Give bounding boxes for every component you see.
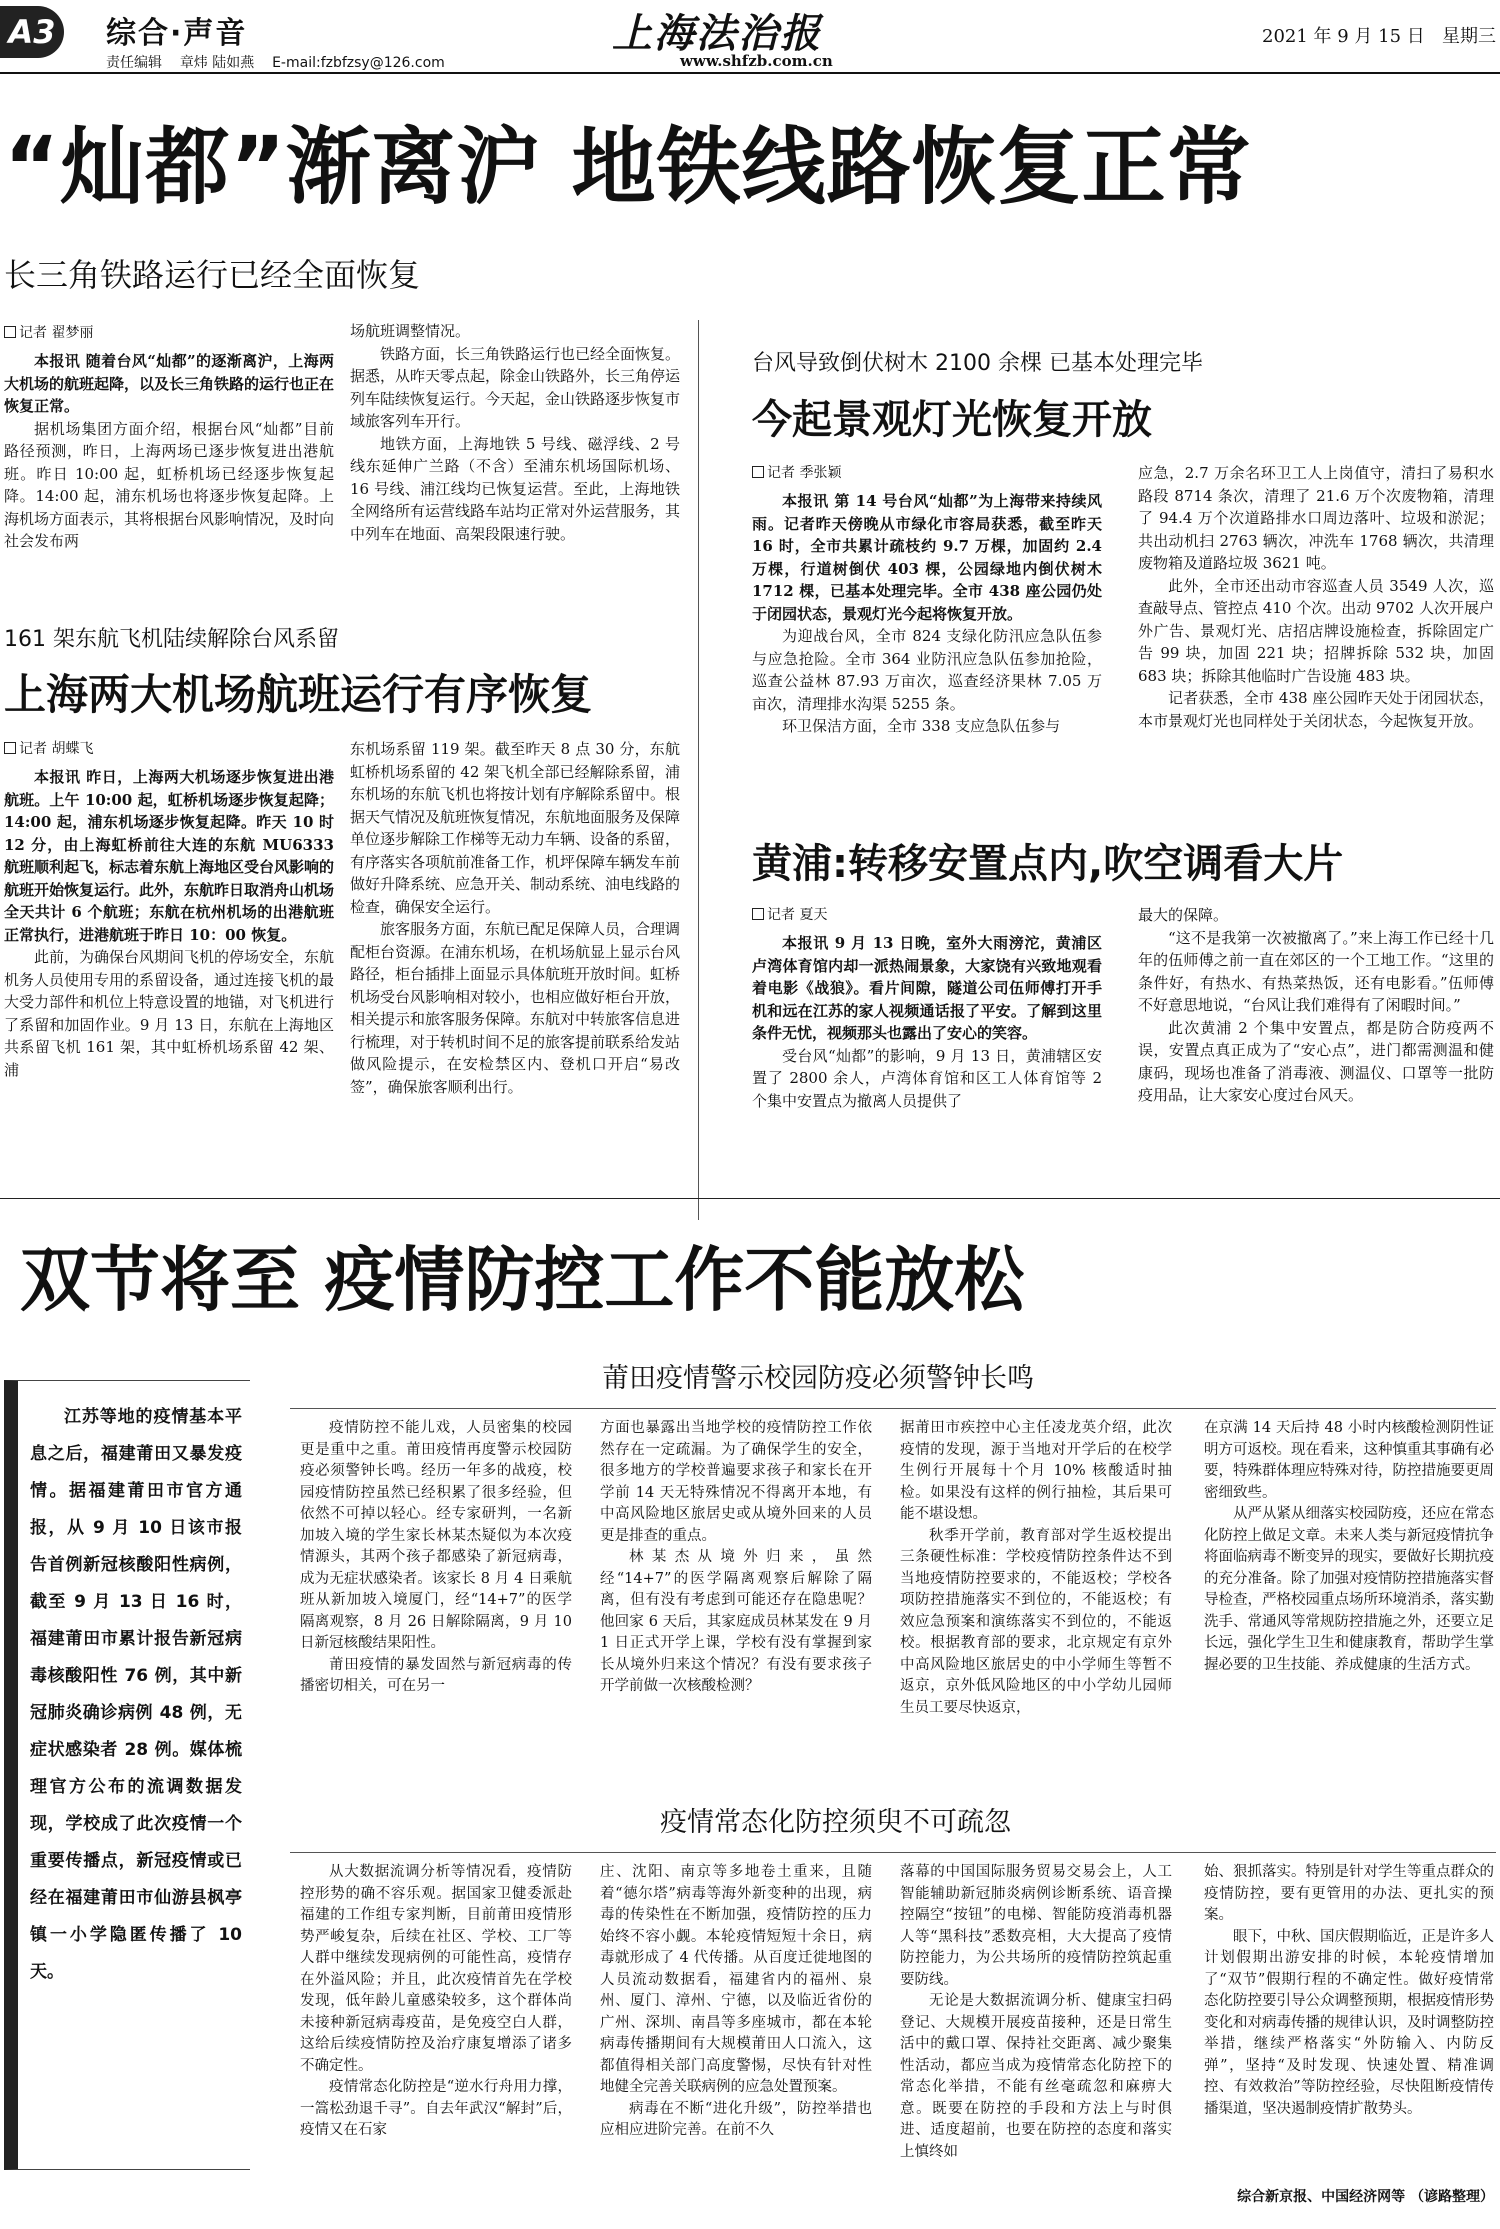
- byline-text: 记者 夏天: [767, 907, 828, 923]
- comment1-title: 莆田疫情警示校园防疫必须警钟长鸣: [602, 1363, 1034, 1394]
- paragraph: 最大的保障。: [1138, 906, 1229, 924]
- story1-column-2: [350, 320, 680, 545]
- paragraph: 庄、沈阳、南京等多地卷土重来，且随着“德尔塔”病毒等海外新变种的出现，病毒的传染性在不断加强，疫情防控的压力始终不容小觑。本轮疫情短短十余日，病毒就形成了 4 代传播。从百度迁徙地图的人员流动数据看，福建省内的福州、泉州、厦门、漳州、宁德，以及临近省份的广州、深圳、南昌等多座城市，都在本轮病毒传播期间有大规模莆田人口流入，这都值得相关部门高度警惕，尽快有针对性地健全完善关联病例的应急处置预案。: [600, 1864, 872, 2095]
- website-link[interactable]: www.shfzb.com.cn: [680, 52, 833, 70]
- section-divider: [0, 1198, 1500, 1199]
- byline-box-icon: [752, 908, 764, 920]
- story4-column-2: [1138, 904, 1494, 1107]
- column-rule: [698, 320, 699, 1220]
- byline-text: 记者 胡蝶飞: [19, 741, 94, 757]
- editors-line: [106, 52, 445, 72]
- section-title: 综合·声音: [106, 16, 248, 51]
- byline-box-icon: [4, 326, 16, 338]
- paragraph: 林某杰从境外归来，虽然经“14+7”的医学隔离观察后解除了隔离，但有没有考虑到可能还存在隐患呢？他回家 6 天后，其家庭成员林某发在 9 月 1 日正式开学上课，学校有没有掌握到家长从境外归来这个情况？有没有要求孩子开学前做一次核酸检测？: [600, 1549, 872, 1694]
- comment2-rule: [290, 1852, 1496, 1853]
- story5-headline: 双节将至 疫情防控工作不能放松: [20, 1239, 1025, 1321]
- paragraph: 疫情常态化防控是“逆水行舟用力撑，一篙松劲退千寻”。自去年武汉“解封”后，疫情又在石家: [300, 2079, 572, 2138]
- story3-byline: [752, 462, 841, 482]
- byline-text: 记者 季张颖: [767, 465, 842, 481]
- story2-column-2: [350, 738, 680, 1098]
- paragraph: “这不是我第一次被撤离了。”来上海工作已经十几年的伍师傅之前一直在郊区的一个工地工作。“这里的条件好，有热水、有热菜热饭，还有电影看。”伍师傅不好意思地说，“台风让我们难得有了闲暇时间。”: [1138, 928, 1494, 1014]
- comment1-column-3: [900, 1418, 1172, 1719]
- paragraph: 落幕的中国国际服务贸易交易会上，人工智能辅助新冠肺炎病例诊断系统、语音操控隔空“按钮”的电梯、智能防疫消毒机器人等“黑科技”悉数亮相，大大提高了疫情防控能力，为公共场所的疫情防控筑起重要防线。: [900, 1864, 1172, 1988]
- weekday-text: 星期三: [1441, 26, 1496, 47]
- story1-headline: “灿都”渐离沪 地铁线路恢复正常: [4, 118, 1252, 216]
- paragraph: 环卫保洁方面，全市 338 支应急队伍参与: [782, 717, 1061, 735]
- story3-column-1: [752, 490, 1102, 738]
- paragraph: 铁路方面，长三角铁路运行也已经全面恢复。据悉，从昨天零点起，除金山铁路外，长三角停运列车陆续恢复运行。今天起，金山铁路逐步恢复市域旅客列车开行。: [350, 344, 681, 430]
- comment1-column-1: [300, 1418, 572, 1698]
- story2-kicker: 161 架东航飞机陆续解除台风系留: [4, 627, 339, 652]
- paragraph: 在京满 14 天后持 48 小时内核酸检测阴性证明方可返校。现在看来，这种慎重其事确有必要，特殊群体理应特殊对待，防控措施要更周密细致些。: [1204, 1420, 1494, 1501]
- comment1-column-2: [600, 1418, 872, 1698]
- editors-names: 章炜 陆如燕: [179, 55, 255, 71]
- story1-subhead: 长三角铁路运行已经全面恢复: [4, 256, 421, 294]
- paragraph: 本报讯 昨日，上海两大机场逐步恢复进出港航班。上午 10:00 起，虹桥机场逐步恢复起降；14:00 起，浦东机场逐步恢复起降。昨天 10 时 12 分，由上海虹桥前往大连的东航 MU6333 航班顺利起飞，标志着东航上海地区受台风影响的航班开始恢复运行。此外，东航昨日取消舟山机场全天共计 6 个航班；东航在杭州机场的出港航班正常执行，进港航班于昨日 10：00 恢复。: [4, 768, 335, 944]
- paragraph: 为迎战台风，全市 824 支绿化防汛应急队伍参与应急抢险。全市 364 业防汛应急队伍参加抢险，巡查公益林 87.93 万亩次，巡查经济果林 7.05 万亩次，清理排水沟渠 5255 条。: [752, 627, 1102, 713]
- sidebar-text: 江苏等地的疫情基本平息之后，福建莆田又暴发疫情。据福建莆田市官方通报，从 9 月 10 日该市报告首例新冠核酸阳性病例，截至 9 月 13 日 16 时，福建莆田市累计报告新冠病毒核酸阳性 76 例，其中新冠肺炎确诊病例 48 例，无症状感染者 28 例。媒体梳理官方公布的流调数据发现，学校成了此次疫情一个重要传播点，新冠疫情或已经在福建莆田市仙游县枫亭镇一小学隐匿传播了 10 天。: [30, 1407, 242, 1982]
- story1-column-1: [4, 350, 334, 553]
- byline-box-icon: [752, 466, 764, 478]
- issue-date: [1262, 22, 1496, 48]
- paragraph: 本报讯 第 14 号台风“灿都”为上海带来持续风雨。记者昨天傍晚从市绿化市容局获悉，截至昨天 16 时，全市共累计疏枝约 9.7 万棵，加固约 2.4 万棵，行道树倒伏 403 棵，公园绿地内倒伏树木 1712 棵，已基本处理完毕。全市 438 座公园仍处于闭园状态，景观灯光今起将恢复开放。: [752, 492, 1102, 623]
- paragraph: 方面也暴露出当地学校的疫情防控工作依然存在一定疏漏。为了确保学生的安全，很多地方的学校普遍要求孩子和家长在开学前 14 天无特殊情况不得离开本地，有中高风险地区旅居史或从境外回来的人员更是排查的重点。: [600, 1420, 872, 1544]
- story3-kicker: 台风导致倒伏树木 2100 余棵 已基本处理完毕: [752, 351, 1203, 376]
- paragraph: 据莆田市疾控中心主任凌龙英介绍，此次疫情的发现，源于当地对开学后的在校学生例行开展每十个月 10% 核酸适时抽检。如果没有这样的例行抽检，其后果可能不堪设想。: [900, 1420, 1172, 1522]
- paragraph: 地铁方面，上海地铁 5 号线、磁浮线、2 号线东延伸广兰路（不含）至浦东机场国际机场、16 号线、浦江线均已恢复运营。至此，上海地铁全网络所有运营线路车站均正常对外运营服务，其中列车在地面、高架段限速行驶。: [350, 434, 681, 543]
- editor-email: E-mail:fzbfzsy@126.com: [272, 55, 445, 71]
- paragraph: 从严从紧从细落实校园防疫，还应在常态化防控上做足文章。未来人类与新冠疫情抗争将面临病毒不断变异的现实，要做好长期抗疫的充分准备。除了加强对疫情防控措施落实督导检查，严格校园重点场所环境消杀，落实勤洗手、常通风等常规防控措施之外，还要立足长远，强化学生卫生和健康教育，帮助学生掌握必要的卫生技能、养成健康的生活方式。: [1204, 1506, 1494, 1673]
- page-number-badge: A3: [0, 6, 64, 58]
- story4-headline: 黄浦:转移安置点内,吹空调看大片: [752, 841, 1344, 887]
- paragraph: 此次黄浦 2 个集中安置点，都是防合防疫两不误，安置点真正成为了“安心点”，进门都需测温和健康码，现场也准备了消毒液、测温仪、口罩等一批防疫用品，让大家安心度过台风天。: [1138, 1018, 1494, 1104]
- paragraph: 据机场集团方面介绍，根据台风“灿都”目前路径预测，昨日，上海两场已逐步恢复进出港航班。昨日 10:00 起，虹桥机场已经逐步恢复起降。14:00 起，浦东机场也将逐步恢复起降。上海机场方面表示，其将根据台风影响情况，及时向社会发布两: [4, 419, 335, 550]
- paragraph: 记者获悉，全市 438 座公园昨天处于闭园状态，本市景观灯光也同样处于关闭状态，今起恢复开放。: [1138, 689, 1494, 730]
- paragraph: 始、狠抓落实。特别是针对学生等重点群众的疫情防控，要有更管用的办法、更扎实的预案。: [1204, 1864, 1494, 1923]
- author-text: （谚路整理）: [1410, 2189, 1494, 2205]
- comment2-column-3: [900, 1862, 1172, 2163]
- paragraph: 东机场系留 119 架。截至昨天 8 点 30 分，东航虹桥机场系留的 42 架飞机全部已经解除系留，浦东机场的东航飞机也将按计划有序解除系留中。根据天气情况及航班恢复情况，东航地面服务及保障单位逐步解除工作梯等无动力车辆、设备的系留，有序落实各项航前准备工作，机坪保障车辆发车前做好升降系统、应急开关、制动系统、油电线路的检查，确保安全运行。: [350, 740, 681, 916]
- paragraph: 此外，全市还出动市容巡查人员 3549 人次，巡查敲导点、管控点 410 个次。出动 9702 人次开展户外广告、景观灯光、店招店牌设施检查，拆除固定广告 99 块，加固 221 块；招牌拆除 532 块，加固 683 块；拆除其他临时广告设施 483 块。: [1138, 576, 1494, 685]
- paragraph: 疫情防控不能儿戏，人员密集的校园更是重中之重。莆田疫情再度警示校园防疫必须警钟长鸣。经历一年多的战疫，校园疫情防控虽然已经积累了很多经验，但依然不可掉以轻心。经专家研判，一名新加坡入境的学生家长林某杰疑似为本次疫情源头，其两个孩子都感染了新冠病毒，成为无症状感染者。该家长 8 月 4 日乘航班从新加坡入境厦门，经“14+7”的医学隔离观察，8 月 26 日解除隔离，9 月 10 日新冠核酸结果阳性。: [300, 1420, 572, 1651]
- story3-headline: 今起景观灯光恢复开放: [752, 397, 1152, 443]
- masthead: [0, 0, 1500, 72]
- comment2-title: 疫情常态化防控须臾不可疏忽: [660, 1807, 1011, 1838]
- paragraph: 从大数据流调分析等情况看，疫情防控形势的确不容乐观。据国家卫健委派赴福建的工作组专家判断，目前莆田疫情形势严峻复杂，后续在社区、学校、工厂等人群中继续发现病例的可能性高，疫情存在外溢风险；并且，此次疫情首先在学校发现，低年龄儿童感染较多，这个群体尚未接种新冠病毒疫苗，是免疫空白人群，这给后续疫情防控及治疗康复增添了诸多不确定性。: [300, 1864, 572, 2074]
- story3-column-2: [1138, 462, 1494, 732]
- paragraph: 此前，为确保台风期间飞机的停场安全，东航机务人员使用专用的系留设备，通过连接飞机的最大受力部件和机位上特意设置的地锚，对飞机进行了系留和加固作业。9 月 13 日，东航在上海地区共系留飞机 161 架，其中虹桥机场系留 42 架、浦: [4, 948, 335, 1079]
- story4-byline: [752, 904, 827, 924]
- comment1-rule: [290, 1408, 1496, 1409]
- story1-byline: [4, 322, 93, 342]
- paragraph: 应急，2.7 万余名环卫工人上岗值守，清扫了易积水路段 8714 条次，清理了 21.6 万个次废物箱，清理了 94.4 万个次道路排水口周边落叶、垃圾和淤泥；共出动机扫 2763 辆次，冲洗车 1768 辆次，共清理废物箱及道路垃圾 3621 吨。: [1138, 464, 1494, 572]
- paragraph: 莆田疫情的暴发固然与新冠病毒的传播密切相关，可在另一: [300, 1656, 572, 1694]
- paragraph: 本报讯 随着台风“灿都”的逐渐离沪，上海两大机场的航班起降，以及长三角铁路的运行也正在恢复正常。: [4, 352, 335, 415]
- story2-column-1: [4, 766, 334, 1081]
- comment2-source: [1204, 2186, 1494, 2206]
- masthead-rule: [0, 72, 1500, 74]
- byline-text: 记者 翟梦丽: [19, 325, 94, 341]
- story5-sidebar: [4, 1380, 250, 2170]
- paragraph: 受台风“灿都”的影响，9 月 13 日，黄浦辖区安置了 2800 余人，卢湾体育馆和区工人体育馆等 2 个集中安置点为撤离人员提供了: [752, 1046, 1102, 1110]
- paper-logo: 上海法治报: [612, 10, 822, 57]
- paragraph: 眼下，中秋、国庆假期临近，正是许多人计划假期出游安排的时候，本轮疫情增加了“双节”假期行程的不确定性。做好疫情常态化防控要引导公众调整预期，根据疫情形势变化和对病毒传播的规律认识，及时调整防控举措，继续严格落实“外防输入、内防反弹”，坚持“及时发现、快速处置、精准调控、有效救治”等防控经验，尽快阻断疫情传播渠道，坚决遏制疫情扩散势头。: [1204, 1928, 1494, 2117]
- editors-label: 责任编辑: [106, 55, 162, 71]
- paragraph: 无论是大数据流调分析、健康宝扫码登记、大规模开展疫苗接种，还是日常生活中的戴口罩、保持社交距离、减少聚集性活动，都应当成为疫情常态化防控下的常态化举措，不能有丝毫疏忽和麻痹大意。既要在防控的手段和方法上与时俱进、适度超前，也要在防控的态度和落实上慎终如: [900, 1993, 1172, 2160]
- story2-headline: 上海两大机场航班运行有序恢复: [4, 670, 593, 719]
- paragraph: 本报讯 9 月 13 日晚，室外大雨滂沱，黄浦区卢湾体育馆内却一派热闹景象，大家饶有兴致地观看着电影《战狼》。看片间隙，隧道公司伍师傅打开手机和远在江苏的家人视频通话报了平安。了解到这里条件无忧，视频那头也露出了安心的笑容。: [752, 934, 1102, 1042]
- paragraph: 场航班调整情况。: [350, 322, 471, 340]
- paragraph: 旅客服务方面，东航已配足保障人员，合理调配柜台资源。在浦东机场，在机场航显上显示台风路径，柜台插排上面显示具体航班开放时间。虹桥机场受台风影响相对较小，也相应做好柜台开放，相关提示和旅客服务保障。东航对中转旅客信息进行梳理，对于转机时间不足的旅客提前联系给发站做风险提示，在安检禁区内、登机口开启“易改签”，确保旅客顺利出行。: [350, 920, 681, 1096]
- date-text: 2021 年 9 月 15 日: [1262, 26, 1425, 47]
- paragraph: 病毒在不断“进化升级”，防控举措也应相应进阶完善。在前不久: [600, 2100, 872, 2138]
- comment2-column-4: [1204, 1862, 1494, 2120]
- byline-box-icon: [4, 742, 16, 754]
- story4-column-1: [752, 932, 1102, 1112]
- source-text: 综合新京报、中国经济网等: [1237, 2189, 1406, 2205]
- story2-byline: [4, 738, 93, 758]
- paragraph: 秋季开学前，教育部对学生返校提出三条硬性标准：学校疫情防控条件达不到当地疫情防控要求的，不能返校；学校各项防控措施落实不到位的，不能返校；有效应急预案和演练落实不到位的，不能返校。根据教育部的要求，北京规定有京外中高风险地区旅居史的中小学师生等暂不返京，京外低风险地区的中小学幼儿园师生员工要尽快返京，: [900, 1527, 1172, 1716]
- comment1-column-4: [1204, 1418, 1494, 1676]
- comment2-column-2: [600, 1862, 872, 2142]
- comment2-column-1: [300, 1862, 572, 2142]
